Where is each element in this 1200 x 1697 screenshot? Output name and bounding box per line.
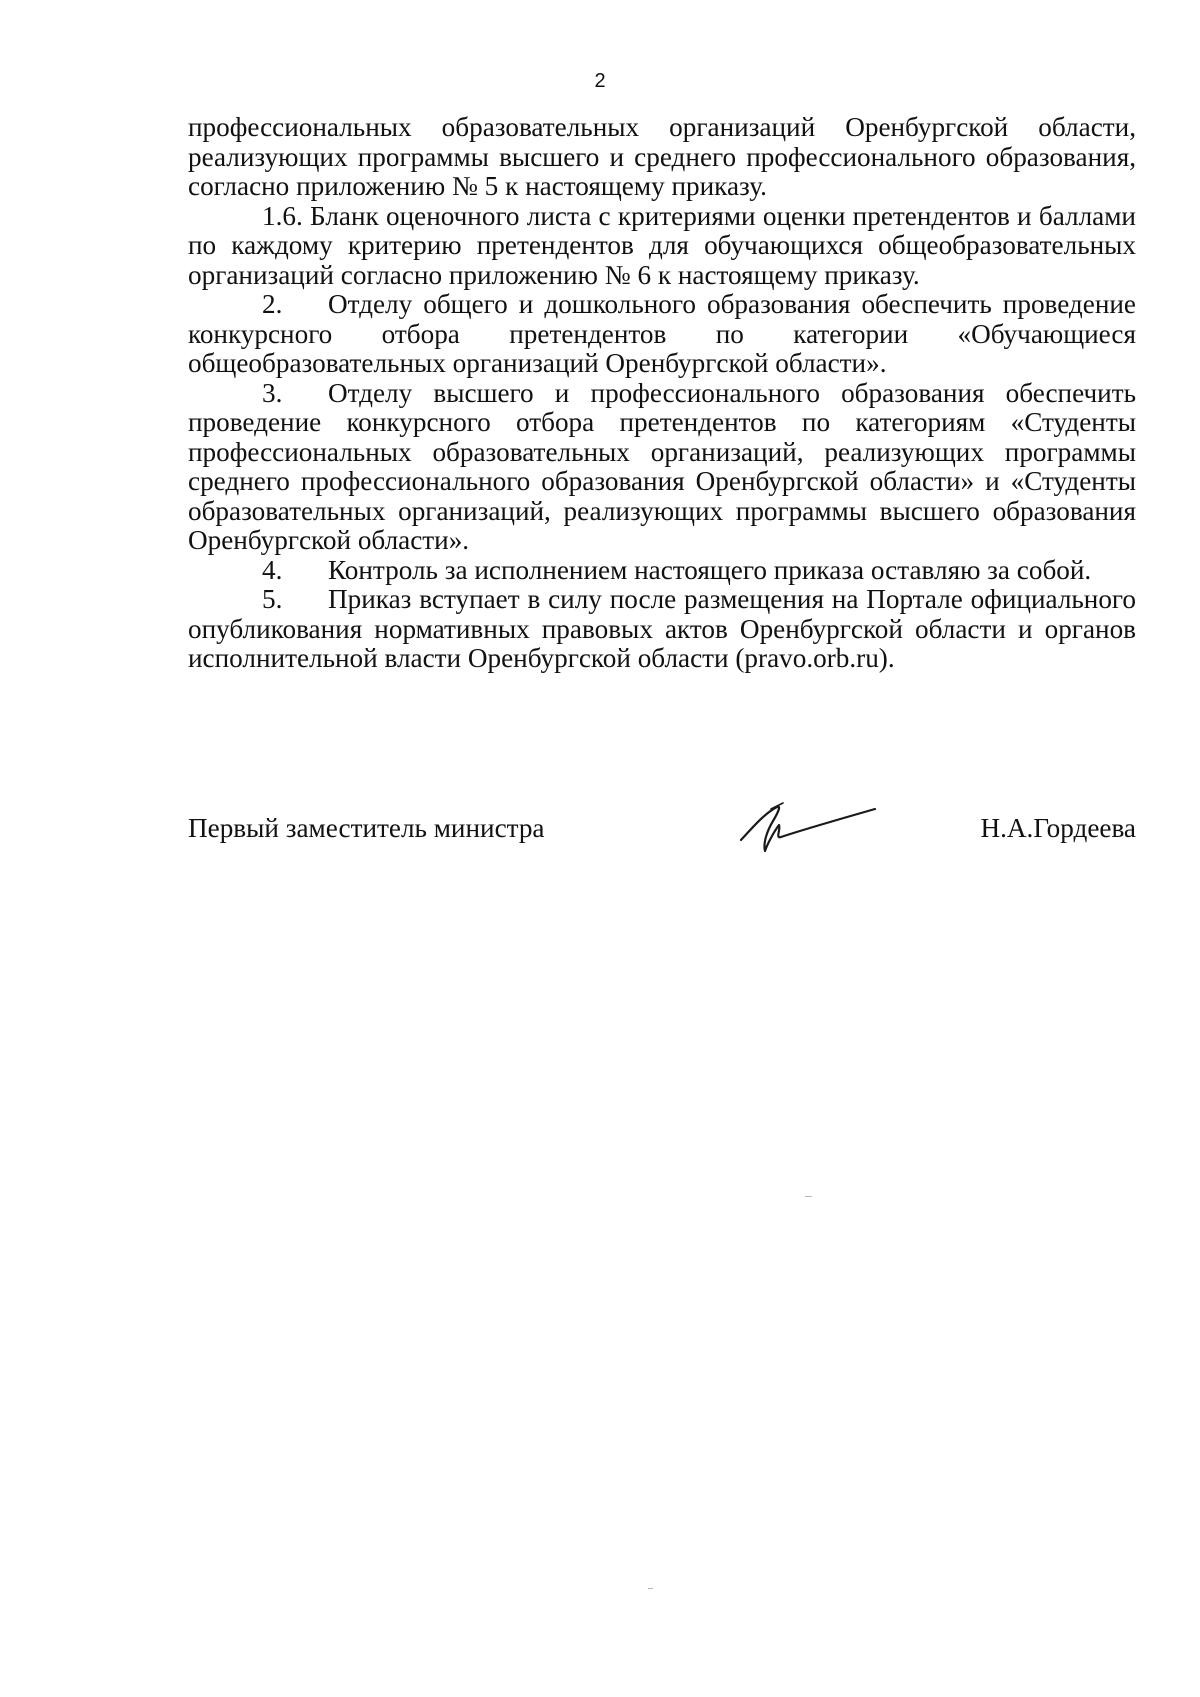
page-number: 2	[594, 70, 606, 92]
item-number: 5.	[262, 584, 283, 614]
paragraph-text: Отделу высшего и профессионального образования обеспечить проведение конкурсного отбора претендентов по категориям «Студенты профессиональных образовательных организаций, реализующих программы среднего профессионального образования Оренбургской области» и «Студенты образовательных организаций, реализующих программы высшего образования Оренбургской области».	[188, 377, 1136, 555]
signatory-name: Н.А.Гордеева	[980, 813, 1136, 843]
scan-speck	[805, 1196, 812, 1197]
handwritten-signature	[735, 795, 880, 855]
paragraph-text: Отделу общего и дошкольного образования обеспечить проведение конкурсного отбора претендентов по категории «Обучающиеся общеобразовательных организаций Оренбургской области».	[188, 289, 1136, 378]
item-number: 3.	[262, 377, 283, 408]
document-body	[188, 113, 1136, 674]
paragraph-4	[188, 556, 1136, 586]
paragraph-5	[188, 585, 1136, 674]
paragraph-1-6: 1.6. Бланк оценочного листа с критериями оценки претендентов и баллами по каждому критерию претендентов для обучающихся общеобразовательных организаций согласно приложению № 6 к настоящему приказу.	[188, 200, 1136, 290]
scan-speck	[648, 1588, 653, 1589]
paragraph-text: Контроль за исполнением настоящего приказа оставляю за собой.	[328, 554, 1092, 585]
paragraph-2	[188, 290, 1136, 379]
paragraph-3	[188, 379, 1136, 556]
paragraph-continuation: профессиональных образовательных организаций Оренбургской области, реализующих программы высшего и среднего профессионального образования, согласно приложению № 5 к настоящему приказу.	[188, 112, 1136, 201]
item-number: 4.	[262, 554, 283, 585]
item-number: 2.	[262, 289, 283, 319]
signatory-title: Первый заместитель министра	[188, 813, 545, 843]
signature-block	[188, 795, 1136, 865]
paragraph-text: Приказ вступает в силу после размещения на Портале официального опубликования нормативных правовых актов Оренбургской области и органов исполнительной власти Оренбургской области (pravo.orb.ru).	[188, 584, 1136, 673]
